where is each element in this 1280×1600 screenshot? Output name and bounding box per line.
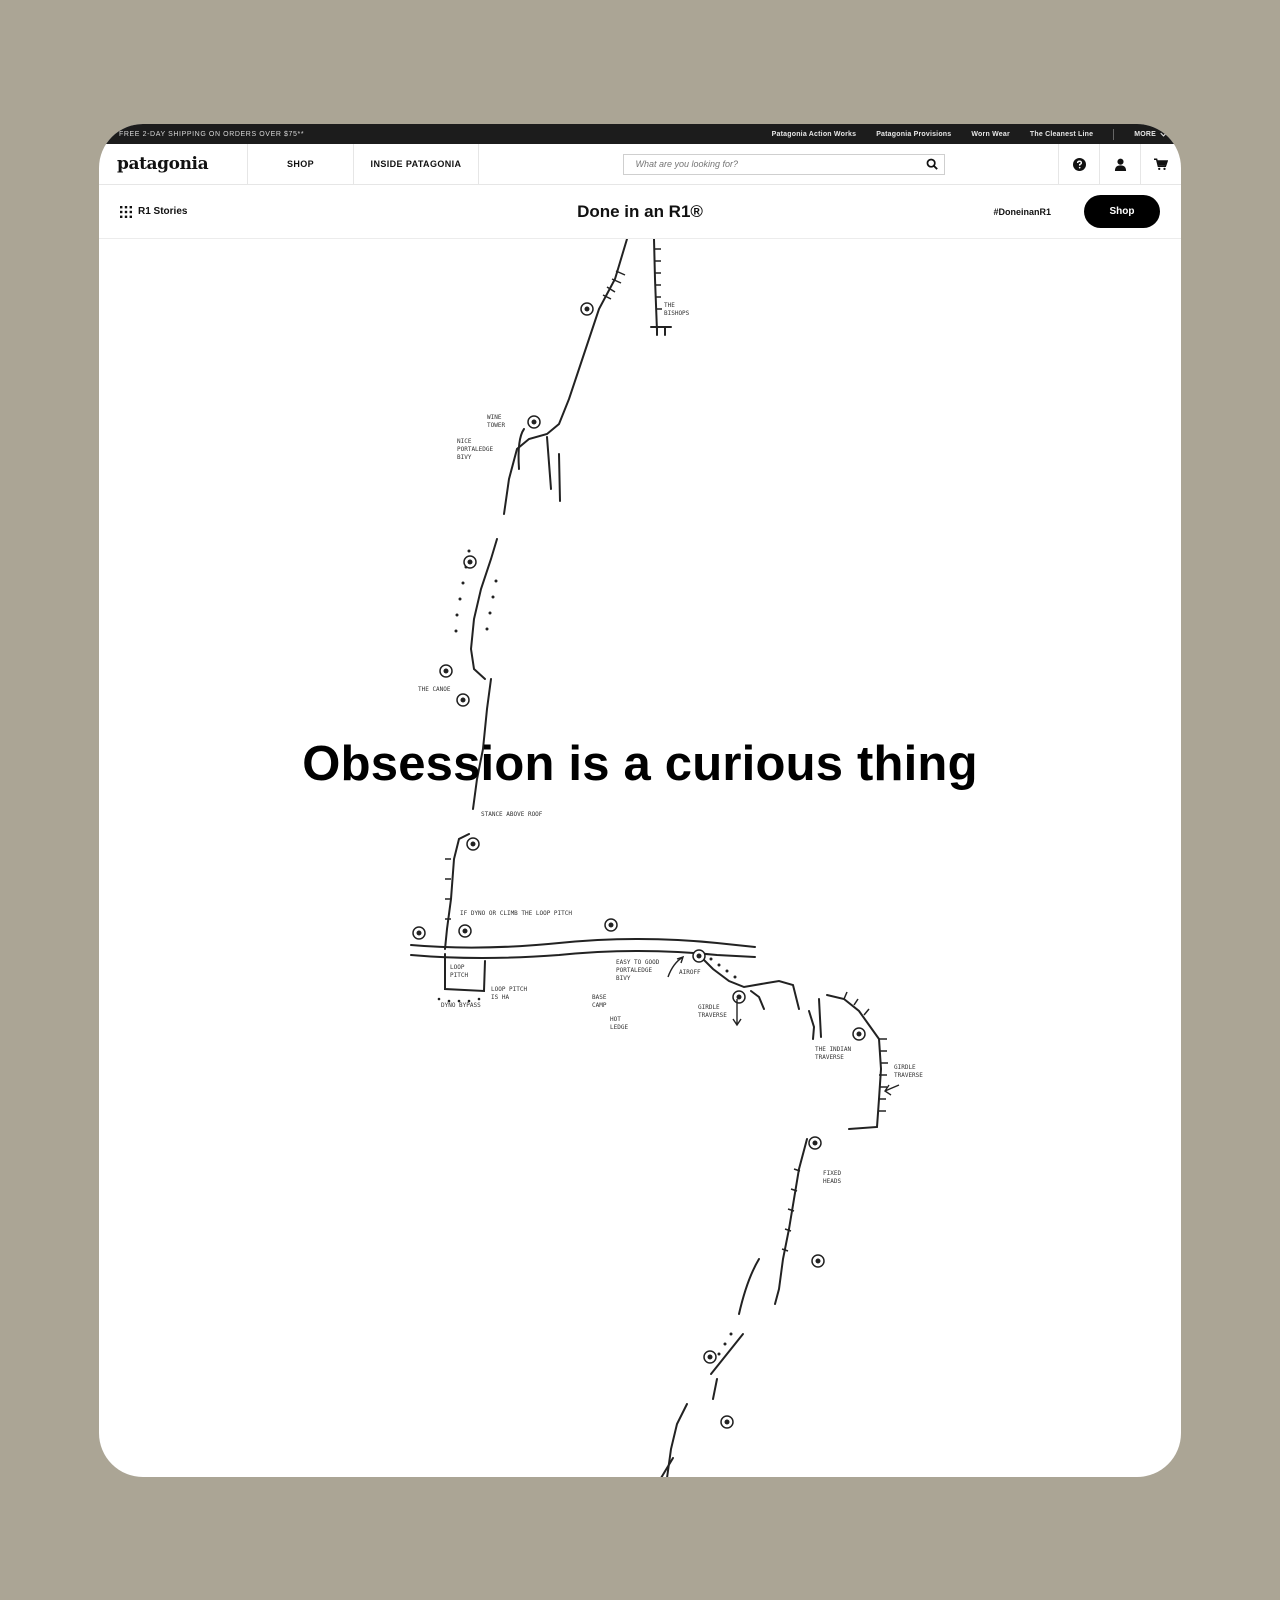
page-title: Done in an R1® bbox=[577, 201, 703, 221]
label-loop-pitch: LOOP bbox=[450, 964, 465, 971]
label-loop-pitch-2: PITCH bbox=[450, 972, 469, 979]
help-icon bbox=[1073, 158, 1086, 171]
label-easy-bivy: EASY TO GOOD bbox=[616, 959, 660, 966]
grid-icon bbox=[120, 206, 132, 218]
label-hot-ledge: HOT bbox=[610, 1016, 621, 1023]
label-the-canoe: THE CANOE bbox=[418, 686, 451, 693]
promo-links bbox=[772, 129, 1167, 140]
label-bishop-2: BISHOPS bbox=[664, 310, 690, 317]
label-fixed: FIXED bbox=[823, 1170, 842, 1177]
label-girdle-2: GIRDLE bbox=[894, 1064, 916, 1071]
user-icon bbox=[1114, 158, 1127, 171]
label-airoff: AIROFF bbox=[679, 969, 701, 976]
story-subnav bbox=[99, 185, 1181, 239]
promo-divider bbox=[1113, 129, 1114, 140]
search-box bbox=[623, 154, 945, 175]
search-icon[interactable] bbox=[926, 158, 938, 170]
label-bishop: THE bbox=[664, 302, 675, 309]
account-button[interactable] bbox=[1099, 144, 1140, 184]
label-hot-ledge-2: LEDGE bbox=[610, 1024, 629, 1031]
promo-link-worn-wear[interactable]: Worn Wear bbox=[971, 130, 1010, 138]
patagonia-logo[interactable]: patagonia bbox=[99, 144, 248, 184]
label-nice-ledge: NICE bbox=[457, 438, 472, 445]
promo-link-action-works[interactable]: Patagonia Action Works bbox=[771, 130, 857, 138]
shipping-banner[interactable]: FREE 2-DAY SHIPPING ON ORDERS OVER $75** bbox=[119, 130, 305, 138]
label-nice-ledge-2: PORTALEDGE bbox=[457, 446, 494, 453]
label-loop-pitch-alt-2: IS HA bbox=[491, 994, 510, 1001]
chevron-down-icon bbox=[1160, 131, 1167, 138]
label-loop-note: IF DYNO OR CLIMB THE LOOP PITCH bbox=[460, 910, 572, 917]
label-girdle-1: GIRDLE bbox=[698, 1004, 720, 1011]
help-button[interactable] bbox=[1058, 144, 1099, 184]
hero-headline: Obsession is a curious thing bbox=[302, 737, 978, 791]
label-indian: THE INDIAN bbox=[815, 1046, 852, 1053]
shop-button[interactable]: Shop bbox=[1084, 195, 1160, 228]
promo-bar bbox=[99, 124, 1181, 144]
label-girdle-1b: TRAVERSE bbox=[698, 1012, 727, 1019]
label-stance: STANCE ABOVE ROOF bbox=[481, 811, 543, 818]
search-input[interactable] bbox=[636, 159, 926, 169]
label-base-camp-2: CAMP bbox=[592, 1002, 607, 1009]
cart-icon bbox=[1154, 158, 1168, 171]
label-dyno: DYNO BYPASS bbox=[441, 1002, 481, 1009]
cart-button[interactable] bbox=[1140, 144, 1181, 184]
promo-link-cleanest-line[interactable]: The Cleanest Line bbox=[1029, 130, 1094, 138]
r1-stories-menu[interactable] bbox=[99, 206, 187, 218]
tab-inside-patagonia[interactable]: INSIDE PATAGONIA bbox=[354, 144, 479, 184]
label-wine-tower-2: TOWER bbox=[487, 422, 506, 429]
label-fixed-2: HEADS bbox=[823, 1178, 842, 1185]
label-easy-bivy-2: PORTALEDGE bbox=[616, 967, 653, 974]
hero-section bbox=[99, 239, 1181, 1477]
label-loop-pitch-alt: LOOP PITCH bbox=[491, 986, 528, 993]
tab-shop[interactable]: SHOP bbox=[248, 144, 354, 184]
more-menu[interactable] bbox=[1134, 131, 1167, 138]
label-wine-tower: WINE bbox=[487, 414, 502, 421]
label-nice-ledge-3: BIVY bbox=[457, 454, 472, 461]
main-nav bbox=[99, 144, 1181, 185]
more-label: MORE bbox=[1134, 130, 1156, 138]
hashtag-link[interactable]: #DoneinanR1 bbox=[993, 206, 1051, 217]
label-base-camp: BASE bbox=[592, 994, 607, 1001]
label-girdle-2b: TRAVERSE bbox=[894, 1072, 923, 1079]
label-indian-2: TRAVERSE bbox=[815, 1054, 844, 1061]
browser-frame bbox=[99, 124, 1181, 1477]
label-easy-bivy-3: BIVY bbox=[616, 975, 631, 982]
promo-link-provisions[interactable]: Patagonia Provisions bbox=[876, 130, 952, 138]
r1-stories-label: R1 Stories bbox=[138, 206, 188, 217]
climbing-topo-illustration bbox=[99, 239, 1181, 1477]
search-area bbox=[479, 144, 1058, 184]
